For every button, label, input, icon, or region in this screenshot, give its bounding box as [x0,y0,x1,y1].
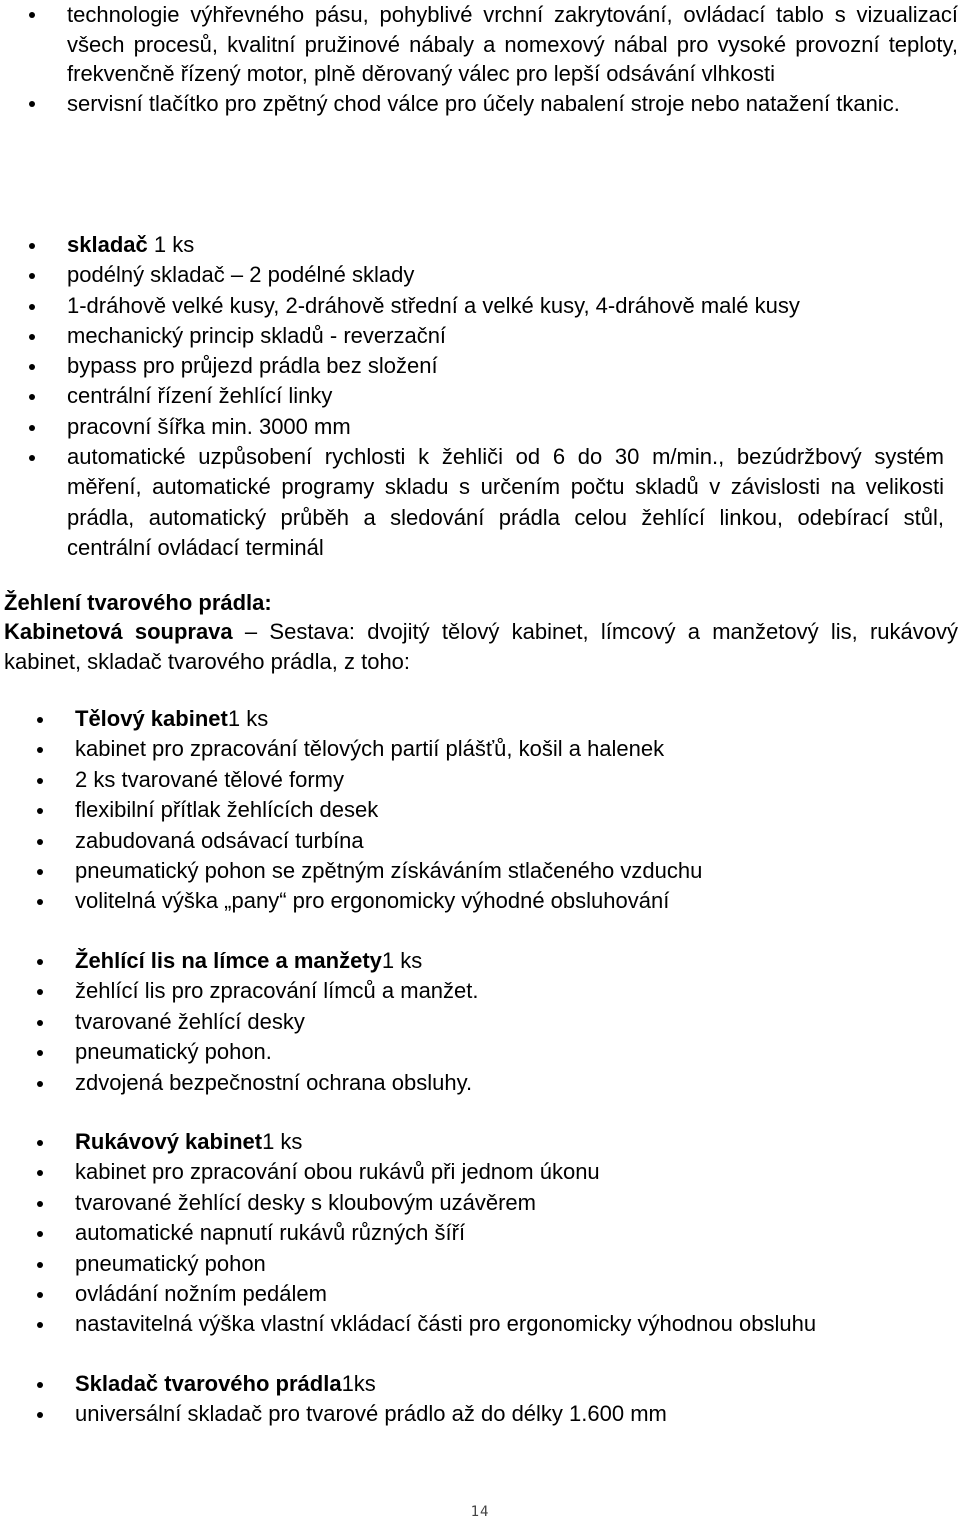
section-zehlici-lis [0,946,944,1098]
bullet-icon [37,989,43,995]
list-item [0,1157,944,1187]
bullet-icon [29,12,35,18]
list-item [0,381,944,411]
list-item-text: zdvojená bezpečnostní ochrana obsluhy. [75,1069,473,1095]
list-item [0,412,944,442]
bullet-icon [37,1140,43,1146]
list-item-text: centrální řízení žehlící linky [67,383,333,409]
list-item [0,1068,944,1098]
list-item-text: kabinet pro zpracování obou rukávů při jednom úkonu [75,1159,600,1185]
quantity: 1 ks [262,1129,303,1154]
list-item-text: servisní tlačítko pro zpětný chod válce pro účely nabalení stroje nebo natažení tkanic. [67,90,900,116]
section-title: Žehlící lis na límce a manžety [75,948,382,973]
section-title: Tělový kabinet [75,706,228,731]
list-item-title [0,1369,944,1399]
list-item [0,1279,944,1309]
bullet-icon [37,839,43,845]
list-item-text: pneumatický pohon se zpětným získáváním stlačeného vzduchu [75,858,703,884]
list-item-text: pneumatický pohon [75,1250,266,1276]
bullet-icon [37,899,43,905]
list-item [0,795,944,825]
bullet-icon [37,1262,43,1268]
section-heading: Žehlení tvarového prádla: [4,590,272,615]
list-item-text: volitelná výška „pany“ pro ergonomicky výhodné obsluhování [75,888,670,914]
paragraph-text: Sestava: dvojitý tělový kabinet, límcový a manžetový lis, rukávový kabinet, skladač tvarového prádla, z toho: [4,619,959,674]
list-item-title [0,1127,944,1157]
bullet-icon [37,1322,43,1328]
bullet-icon [37,1081,43,1087]
list-item-text: technologie výhřevného pásu, pohyblivé vrchní zakrytování, ovládací tablo s vizualizací všech procesů, kvalitní pružinové nábaly a nomexový nábal pro vysoké provozní teploty, frekvenčně řízený motor, plně děrovaný válec pro lepší odsávání vlhkosti [67,2,958,86]
list-item [0,321,944,351]
list-item-title [0,230,944,260]
list-item-text: bypass pro průjezd prádla bez složení [67,353,438,379]
bullet-icon [29,273,35,279]
list-item [0,351,944,381]
list-item [0,1218,944,1248]
list-item [0,260,944,290]
list-item [0,291,944,321]
list-item [0,1309,944,1339]
list-item-text: 1-dráhově velké kusy, 2-dráhově střední a velké kusy, 4-dráhově malé kusy [67,292,800,318]
list-item [0,826,944,856]
bullet-icon [29,243,35,249]
quantity: 1 ks [381,948,423,973]
intro-list [0,0,958,118]
paragraph-dash: – [232,619,270,644]
bullet-icon [37,1201,43,1207]
section-title: skladač [67,232,148,257]
quantity: 1 ks [153,232,195,257]
section-title: Rukávový kabinet [75,1129,263,1154]
list-item-text: tvarované žehlící desky [75,1008,305,1034]
list-item-text: pneumatický pohon. [75,1039,272,1065]
list-item [0,886,944,916]
list-item-text: tvarované žehlící desky s kloubovým uzávěrem [75,1189,536,1215]
bullet-icon [37,1231,43,1237]
list-item-text: automatické uzpůsobení rychlosti k žehliči od 6 do 30 m/min., bezúdržbový systém měření, automatické programy skladu s určením počtu skladů v závislosti na velikosti prádla, automatický průběh a sledování prádla celou žehlící linkou, odebírací stůl, centrální ovládací terminál [67,444,944,560]
bullet-icon [37,1170,43,1176]
list-item-text: kabinet pro zpracování tělových partií plášťů, košil a halenek [75,736,665,762]
bullet-icon [37,959,43,965]
bullet-icon [37,1412,43,1418]
paragraph-lead: Kabinetová souprava [4,619,233,644]
list-item [0,442,944,563]
bullet-icon [37,1382,43,1388]
bullet-icon [29,394,35,400]
page-number: 14 [470,1504,490,1520]
list-item-title [0,946,944,976]
bullet-icon [37,1050,43,1056]
section-rukavovy-kabinet [0,1127,944,1340]
list-item [0,1037,944,1067]
bullet-icon [37,1292,43,1298]
list-item-title [0,704,944,734]
list-item [0,89,958,119]
bullet-icon [29,101,35,107]
list-item-text: zabudovaná odsávací turbína [75,827,364,853]
section-telovy-kabinet [0,704,944,917]
list-item [0,0,958,89]
section-skladac-tvaroveho-pradla [0,1369,944,1430]
list-item-text: mechanický princip skladů - reverzační [67,322,447,348]
list-item [0,1249,944,1279]
bullet-icon [37,717,43,723]
bullet-icon [37,747,43,753]
quantity: 1 ks [227,706,269,731]
skladac-list [0,230,944,563]
bullet-icon [29,455,35,461]
list-item-text: ovládání nožním pedálem [75,1281,327,1307]
list-item-text: universální skladač pro tvarové prádlo až do délky 1.600 mm [75,1401,667,1427]
list-item [0,1188,944,1218]
bullet-icon [37,1020,43,1026]
bullet-icon [29,364,35,370]
list-item-text: žehlící lis pro zpracování límců a manžet. [75,978,479,1004]
bullet-icon [29,334,35,340]
list-item-text: podélný skladač – 2 podélné sklady [67,262,415,288]
bullet-icon [29,304,35,310]
list-item [0,976,944,1006]
list-item-text: automatické napnutí rukávů různých šíří [75,1220,466,1246]
list-item [0,734,944,764]
quantity: 1ks [341,1371,376,1396]
bullet-icon [37,808,43,814]
list-item-text: pracovní šířka min. 3000 mm [67,413,351,439]
kabinetova-paragraph [4,617,958,677]
list-item [0,765,944,795]
bullet-icon [29,425,35,431]
list-item [0,856,944,886]
bullet-icon [37,778,43,784]
list-item-text: nastavitelná výška vlastní vkládací části pro ergonomicky výhodnou obsluhu [75,1311,817,1337]
list-item-text: flexibilní přítlak žehlících desek [75,797,379,823]
list-item [0,1399,944,1429]
list-item-text: 2 ks tvarované tělové formy [75,766,345,792]
list-item [0,1007,944,1037]
bullet-icon [37,869,43,875]
section-title: Skladač tvarového prádla [75,1371,342,1396]
